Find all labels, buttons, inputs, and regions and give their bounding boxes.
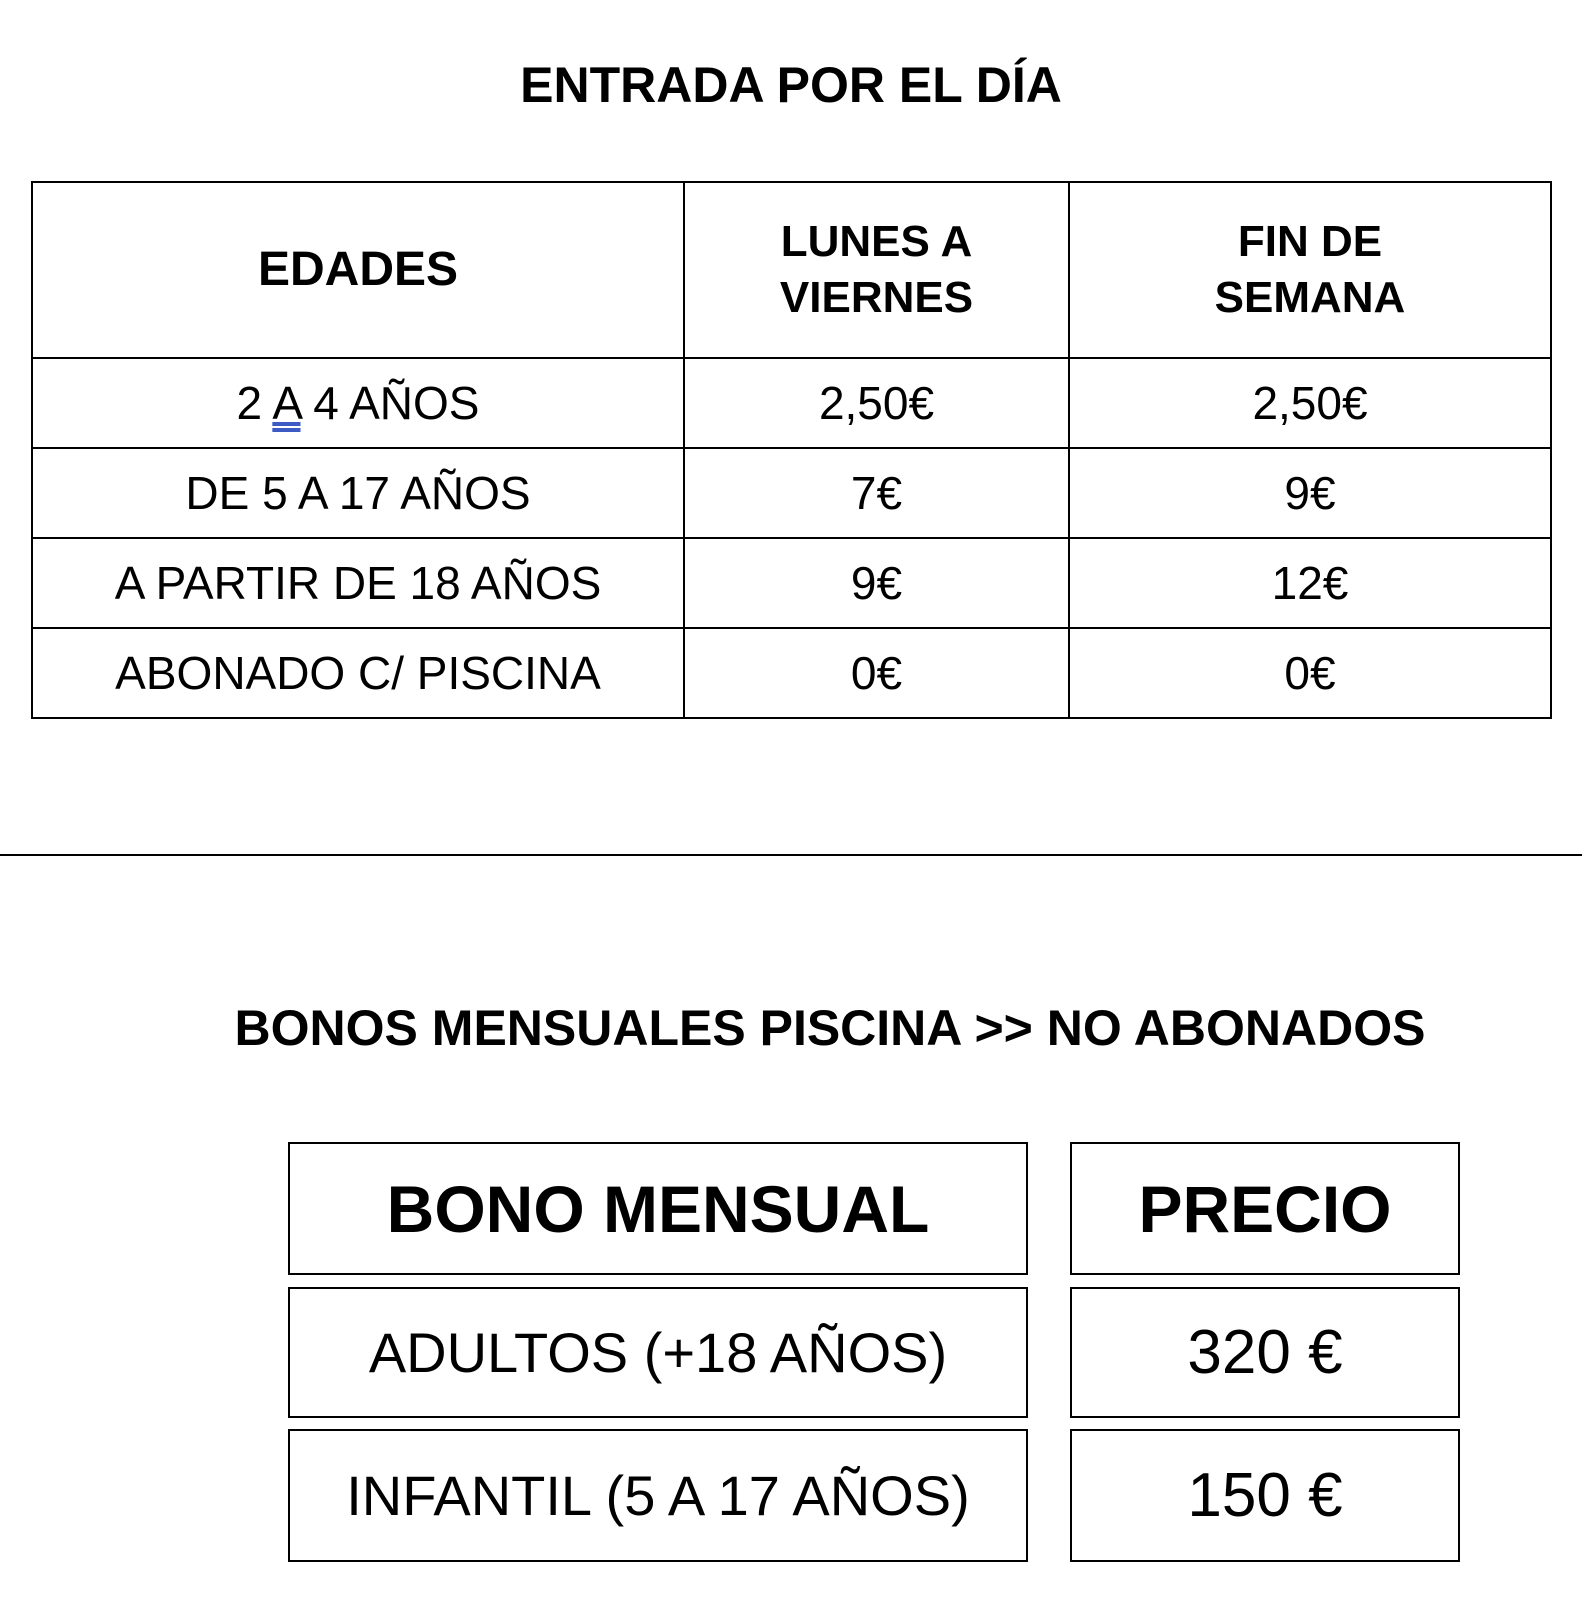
weekday-price: 0€ (684, 628, 1069, 718)
header-price: PRECIO (1070, 1142, 1460, 1275)
day-pass-table (31, 181, 1552, 719)
header-weekend (1069, 182, 1551, 358)
bono-cell-adults: ADULTOS (+18 AÑOS) (288, 1287, 1028, 1418)
bono-cell-children: INFANTIL (5 A 17 AÑOS) (288, 1429, 1028, 1562)
header-weekdays-line2: VIERNES (779, 273, 974, 322)
header-weekdays (684, 182, 1069, 358)
header-ages: EDADES (32, 182, 684, 358)
age-cell: ABONADO C/ PISCINA (32, 628, 684, 718)
header-weekend-line2: SEMANA (1214, 273, 1406, 322)
weekend-price: 9€ (1069, 448, 1551, 538)
table-row (32, 358, 1551, 448)
header-bono: BONO MENSUAL (288, 1142, 1028, 1275)
weekend-price: 12€ (1069, 538, 1551, 628)
weekday-price: 2,50€ (684, 358, 1069, 448)
table-row (32, 628, 1551, 718)
age-cell: A PARTIR DE 18 AÑOS (32, 538, 684, 628)
header-weekdays-line1: LUNES A (780, 217, 973, 266)
weekend-price: 2,50€ (1069, 358, 1551, 448)
age-text-post: 4 AÑOS (300, 377, 480, 429)
weekday-price: 9€ (684, 538, 1069, 628)
day-pass-title: ENTRADA POR EL DÍA (520, 57, 1062, 113)
weekday-price: 7€ (684, 448, 1069, 538)
header-weekend-line1: FIN DE (1237, 217, 1383, 266)
table-row (32, 538, 1551, 628)
price-cell-adults: 320 € (1070, 1287, 1460, 1418)
monthly-pass-title: BONOS MENSUALES PISCINA >> NO ABONADOS (234, 1000, 1426, 1056)
table-header-row (32, 182, 1551, 358)
table-row (32, 448, 1551, 538)
price-cell-children: 150 € (1070, 1429, 1460, 1562)
weekend-price: 0€ (1069, 628, 1551, 718)
age-text-pre: 2 (236, 377, 273, 429)
section-divider (0, 854, 1582, 856)
age-text-underlined: A (272, 377, 301, 429)
age-cell: DE 5 A 17 AÑOS (32, 448, 684, 538)
age-cell (32, 358, 684, 448)
